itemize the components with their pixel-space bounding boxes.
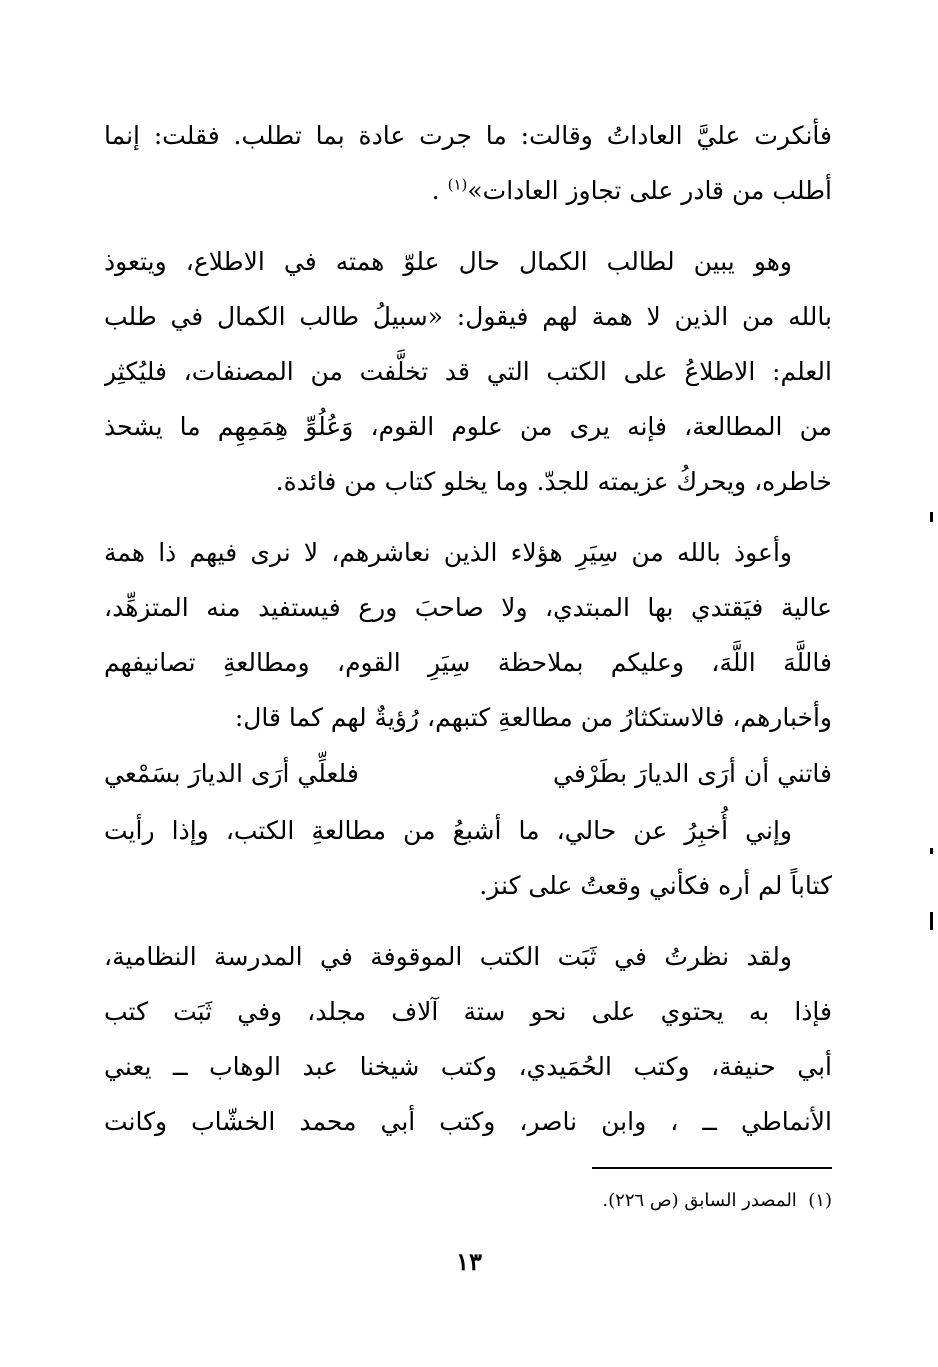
footnote (104, 1186, 832, 1216)
text-line-6: من المطالعة، فإنه يرى من علوم القوم، وَعُلُوِّ هِمَمِهِم ما يشحذ (104, 412, 832, 441)
verse-first-hemistich: فاتني أن أرَى الديارَ بطَرْفي (553, 759, 832, 788)
scan-edge-mark (930, 912, 933, 930)
verse-second-hemistich: فلعلِّي أرَى الديارَ بسَمْعي (104, 759, 359, 788)
text-line-10: فاللَّهَ اللَّهَ، وعليكم بملاحظة سِيَرِ القوم، ومطالعةِ تصانيفهم (104, 648, 832, 677)
text-line-11: وأخبارهم، فالاستكثارُ من مطالعةِ كتبهم، رُؤيةٌ لهم كما قال: (234, 703, 832, 732)
text-line-15: فإذا به يحتوي على نحو ستة آلاف مجلد، وفي ثَبَت كتب (104, 997, 832, 1026)
poetry-verse (104, 745, 832, 803)
footnote-text: المصدر السابق (ص ٢٢٦). (602, 1190, 797, 1211)
body-text (104, 108, 832, 1149)
paragraph-gap (104, 509, 832, 525)
text-line-8: وأعوذ بالله من سِيَرِ هؤلاء الذين نعاشرهم، لا نرى فيهم ذا همة (104, 538, 792, 567)
text-line-3: وهو يبين لطالب الكمال حال علوّ همته في الاطلاع، ويتعوذ (104, 247, 792, 276)
text-line-5: العلم: الاطلاعُ على الكتب التي قد تخلَّفت من المصنفات، فليُكثِر (104, 357, 832, 386)
text-line-16: أبي حنيفة، وكتب الحُمَيدي، وكتب شيخنا عبد الوهاب ــ يعني (104, 1052, 832, 1081)
footnote-number: (١) (808, 1190, 832, 1211)
paragraph-gap (104, 913, 832, 929)
scan-edge-mark (930, 848, 933, 854)
footnote-reference: (١) (447, 175, 468, 194)
scan-edge-mark (930, 512, 933, 522)
text-line-9: عالية فيَقتدي بها المبتدي، ولا صاحبَ ورع فيستفيد منه المتزهِّد، (104, 593, 832, 622)
text-line-12: وإني أُخبِرُ عن حالي، ما أشبعُ من مطالعةِ الكتب، وإذا رأيت (104, 816, 792, 845)
text-line-14: ولقد نظرتُ في ثَبَت الكتب الموقوفة في المدرسة النظامية، (104, 942, 792, 971)
text-line-13: كتاباً لم أره فكأني وقعتُ على كنز. (479, 871, 832, 900)
text-line-7: خاطره، ويحركُ عزيمته للجدّ. وما يخلو كتاب من فائدة. (275, 467, 832, 496)
text-line-4: بالله من الذين لا همة لهم فيقول: «سبيلُ طالب الكمال في طلب (104, 302, 832, 331)
footnote-separator (592, 1167, 832, 1169)
text-line-2 (104, 163, 832, 218)
paragraph-gap (104, 218, 832, 234)
page-number: ١٣ (456, 1247, 482, 1276)
text-line-1: فأنكرت عليَّ العاداتُ وقالت: ما جرت عادة بما تطلب. فقلت: إنما (104, 121, 832, 150)
text-line-2-content: أطلب من قادر على تجاوز العادات» (467, 176, 832, 205)
text-line-17: الأنماطي ــ ، وابن ناصر، وكتب أبي محمد الخشّاب وكانت (104, 1107, 832, 1136)
text-line-2-end: . (431, 176, 440, 205)
